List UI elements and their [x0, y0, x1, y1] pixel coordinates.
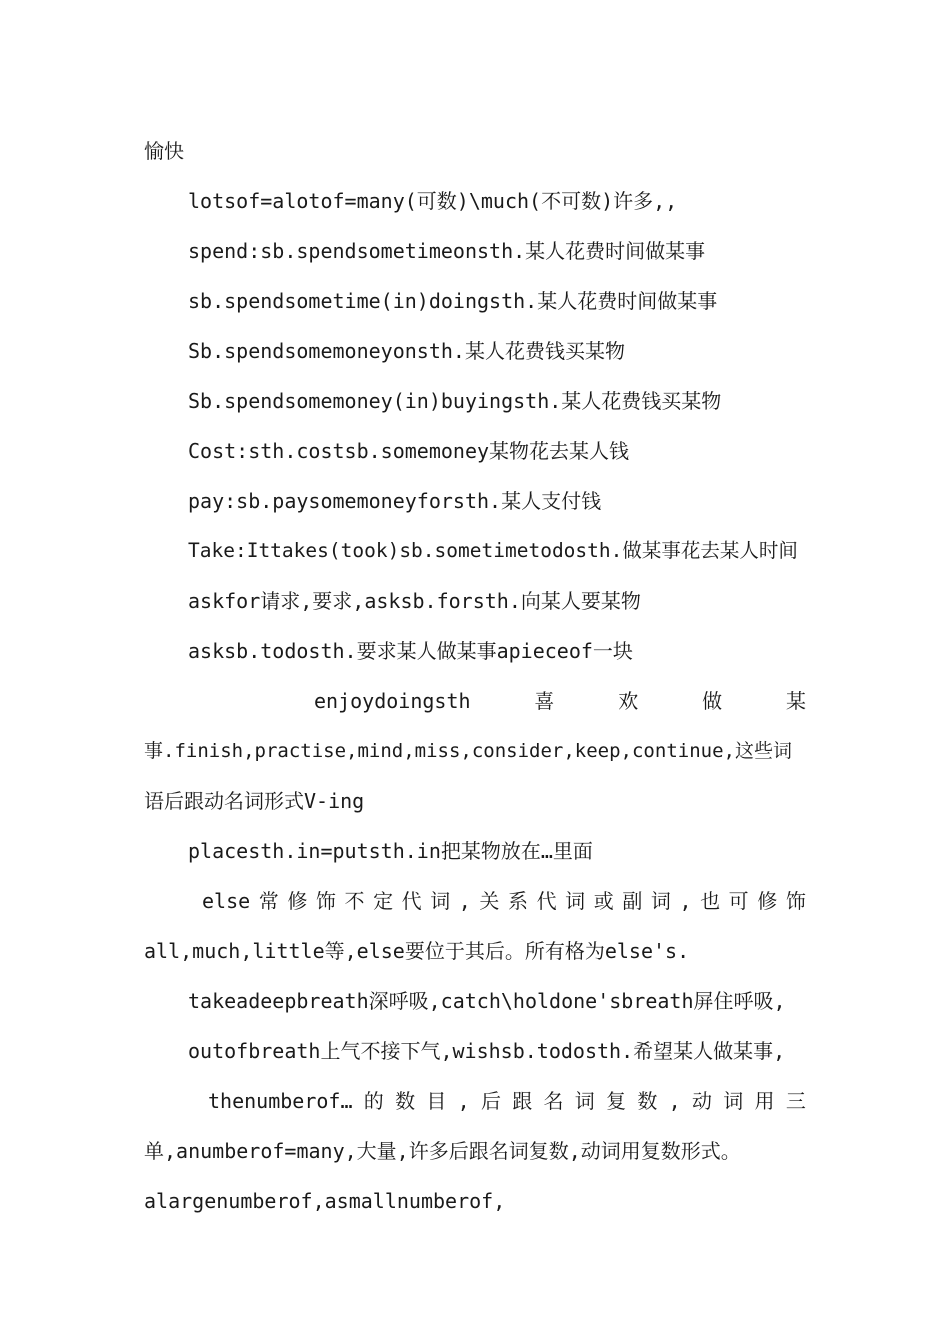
- text-line-22: alargenumberof,asmallnumberof,: [144, 1189, 506, 1213]
- text-line-21: 单,anumberof=many,大量,许多后跟名词复数,动词用复数形式。: [144, 1139, 741, 1163]
- text-fragment: 系: [508, 889, 528, 913]
- text-fragment: 欢: [618, 689, 639, 713]
- text-line-11: asksb.todosth.要求某人做某事apieceof一块: [188, 639, 633, 663]
- text-line-5: Sb.spendsomemoneyonsth.某人花费钱买某物: [188, 339, 625, 363]
- text-fragment: 修: [757, 889, 778, 913]
- text-fragment: 做: [702, 689, 723, 713]
- text-fragment: ,: [457, 1089, 470, 1113]
- text-fragment: 常: [258, 889, 279, 913]
- text-fragment: ,: [668, 1089, 681, 1113]
- text-line-15: placesth.in=putsth.in把某物放在…里面: [188, 839, 593, 863]
- text-line-8: pay:sb.paysomemoneyforsth.某人支付钱: [188, 489, 602, 513]
- text-fragment: 饰: [785, 889, 806, 913]
- text-fragment: 代: [536, 889, 557, 913]
- text-fragment: 喜: [534, 689, 555, 713]
- text-fragment: 复: [606, 1089, 627, 1113]
- text-fragment: enjoydoingsth: [314, 689, 471, 713]
- text-fragment: 数: [637, 1089, 658, 1113]
- text-fragment: 饰: [315, 889, 336, 913]
- text-line-4: sb.spendsometime(in)doingsth.某人花费时间做某事: [188, 289, 718, 313]
- text-fragment: 代: [401, 889, 422, 913]
- text-line-18: takeadeepbreath深呼吸,catch\holdone'sbreath屏住呼吸,: [188, 989, 786, 1013]
- text-fragment: 可: [728, 889, 749, 913]
- text-line-9: Take:Ittakes(took)sb.sometimetodosth.做某事花去某人时间: [188, 539, 798, 562]
- text-line-17: all,much,little等,else要位于其后。所有格为else's.: [144, 939, 690, 963]
- text-fragment: 也: [700, 889, 721, 913]
- text-fragment: 关: [479, 889, 500, 913]
- text-fragment: 或: [593, 889, 614, 913]
- text-line-7: Cost:sth.costsb.somemoney某物花去某人钱: [188, 439, 630, 463]
- text-line-20: [208, 1088, 806, 1114]
- text-fragment: 词: [650, 889, 671, 913]
- text-fragment: 定: [373, 889, 394, 913]
- text-fragment: 某: [785, 689, 806, 713]
- text-fragment: 词: [565, 889, 586, 913]
- text-line-19: outofbreath上气不接下气,wishsb.todosth.希望某人做某事,: [188, 1039, 786, 1063]
- text-line-14: 语后跟动名词形式V-ing: [144, 789, 365, 813]
- text-line-1: 愉快: [144, 139, 184, 163]
- text-fragment: else: [202, 889, 251, 913]
- text-fragment: 三: [785, 1089, 806, 1113]
- text-line-6: Sb.spendsomemoney(in)buyingsth.某人花费钱买某物: [188, 389, 722, 413]
- text-fragment: 修: [287, 889, 308, 913]
- text-fragment: ,: [679, 889, 692, 913]
- text-line-3: spend:sb.spendsometimeonsth.某人花费时间做某事: [188, 239, 706, 263]
- text-fragment: 跟: [512, 1089, 533, 1113]
- text-fragment: 后: [480, 1089, 501, 1113]
- text-fragment: 动: [691, 1089, 712, 1113]
- text-line-16: [202, 888, 806, 914]
- text-fragment: 数: [395, 1089, 416, 1113]
- text-fragment: 词: [574, 1089, 595, 1113]
- text-fragment: 副: [622, 889, 643, 913]
- text-fragment: 目: [426, 1089, 447, 1113]
- text-line-10: askfor请求,要求,asksb.forsth.向某人要某物: [188, 589, 641, 613]
- text-fragment: ,: [458, 889, 471, 913]
- text-fragment: 词: [723, 1089, 744, 1113]
- text-fragment: 名: [543, 1089, 564, 1113]
- text-fragment: 的: [363, 1089, 384, 1113]
- text-fragment: 词: [430, 889, 451, 913]
- text-line-12: [314, 688, 806, 714]
- text-fragment: 不: [344, 889, 365, 913]
- text-line-2: lotsof=alotof=many(可数)\much(不可数)许多,,: [188, 189, 678, 213]
- text-fragment: 用: [754, 1089, 775, 1113]
- text-line-13: 事.finish,practise,mind,miss,consider,keep,continue,这些词: [144, 740, 792, 762]
- text-fragment: thenumberof…: [208, 1089, 353, 1113]
